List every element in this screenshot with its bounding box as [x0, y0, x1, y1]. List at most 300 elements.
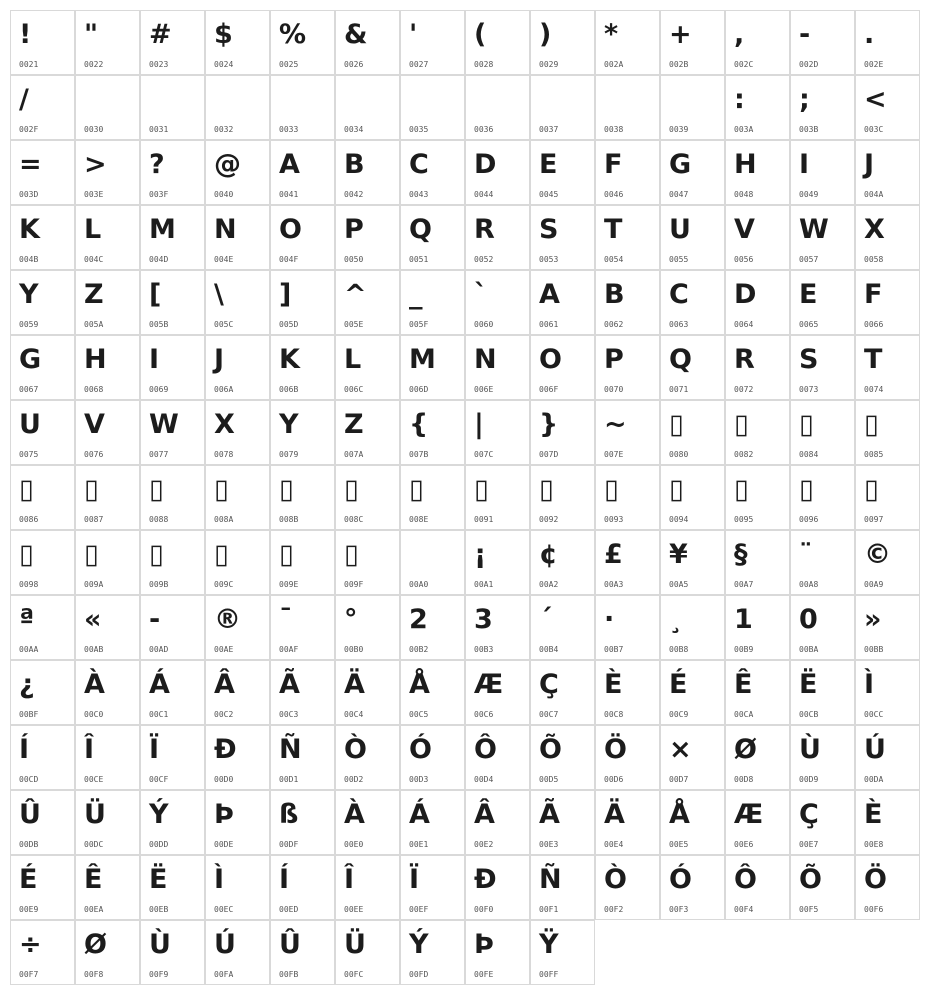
glyph-char: ▯ — [279, 474, 294, 505]
glyph-codepoint: 00E9 — [19, 905, 39, 914]
glyph-char: Ù — [149, 929, 171, 960]
glyph-codepoint: 0023 — [149, 60, 169, 69]
glyph-codepoint: 0071 — [669, 385, 689, 394]
glyph-codepoint: 00DC — [84, 840, 104, 849]
glyph-char: U — [19, 409, 41, 440]
glyph-codepoint: 0047 — [669, 190, 689, 199]
glyph-cell — [10, 75, 75, 140]
glyph-char: Q — [409, 214, 432, 245]
glyph-codepoint: 00AE — [214, 645, 234, 654]
glyph-cell — [140, 595, 205, 660]
glyph-codepoint: 00A7 — [734, 580, 754, 589]
glyph-codepoint: 0069 — [149, 385, 169, 394]
glyph-char: - — [799, 19, 811, 50]
glyph-char: Þ — [474, 929, 494, 960]
glyph-char: F — [604, 149, 623, 180]
glyph-char: A — [279, 149, 300, 180]
glyph-codepoint: 00D1 — [279, 775, 299, 784]
glyph-codepoint: 0074 — [864, 385, 884, 394]
glyph-cell — [855, 10, 920, 75]
glyph-char: { — [409, 409, 429, 440]
glyph-char: È — [864, 799, 883, 830]
glyph-codepoint: 00B9 — [734, 645, 754, 654]
glyph-char: Å — [669, 799, 690, 830]
glyph-codepoint: 00DF — [279, 840, 299, 849]
glyph-char: Ó — [669, 864, 692, 895]
glyph-cell — [790, 530, 855, 595]
glyph-codepoint: 00C0 — [84, 710, 104, 719]
glyph-cell — [530, 75, 595, 140]
glyph-cell — [10, 270, 75, 335]
glyph-char: Ô — [734, 864, 757, 895]
glyph-codepoint: 0093 — [604, 515, 624, 524]
glyph-char: F — [864, 279, 883, 310]
glyph-cell — [400, 530, 465, 595]
glyph-cell — [725, 205, 790, 270]
glyph-cell — [270, 270, 335, 335]
glyph-char: V — [734, 214, 755, 245]
glyph-char: : — [734, 84, 745, 115]
glyph-cell — [400, 855, 465, 920]
glyph-codepoint: 003D — [19, 190, 39, 199]
glyph-char: Ä — [604, 799, 625, 830]
glyph-cell — [595, 855, 660, 920]
glyph-char: · — [604, 604, 615, 635]
glyph-char: ª — [19, 604, 35, 635]
glyph-codepoint: 00CE — [84, 775, 104, 784]
glyph-char: ¯ — [279, 604, 293, 635]
glyph-cell — [140, 205, 205, 270]
glyph-codepoint: 0067 — [19, 385, 39, 394]
glyph-codepoint: 00F7 — [19, 970, 39, 979]
glyph-char: . — [864, 19, 875, 50]
glyph-cell — [660, 660, 725, 725]
glyph-codepoint: 007E — [604, 450, 624, 459]
glyph-cell — [205, 855, 270, 920]
glyph-char: ▯ — [84, 474, 99, 505]
glyph-char: ( — [474, 19, 487, 50]
glyph-codepoint: 00BA — [799, 645, 819, 654]
glyph-cell — [465, 855, 530, 920]
glyph-codepoint: 0028 — [474, 60, 494, 69]
glyph-cell — [140, 855, 205, 920]
glyph-char: Z — [84, 279, 104, 310]
glyph-cell — [400, 660, 465, 725]
glyph-codepoint: 0045 — [539, 190, 559, 199]
glyph-char: N — [474, 344, 497, 375]
glyph-char: @ — [214, 149, 241, 180]
glyph-char: » — [864, 604, 882, 635]
glyph-char: [ — [149, 279, 162, 310]
glyph-cell — [140, 920, 205, 985]
glyph-codepoint: 00C3 — [279, 710, 299, 719]
glyph-codepoint: 00A3 — [604, 580, 624, 589]
glyph-cell — [855, 660, 920, 725]
glyph-char: Y — [19, 279, 39, 310]
glyph-codepoint: 0031 — [149, 125, 169, 134]
glyph-codepoint: 0078 — [214, 450, 234, 459]
glyph-char: 1 — [734, 604, 753, 635]
glyph-cell — [855, 270, 920, 335]
glyph-codepoint: 00DD — [149, 840, 169, 849]
glyph-cell — [10, 790, 75, 855]
glyph-cell — [270, 400, 335, 465]
glyph-codepoint: 0066 — [864, 320, 884, 329]
glyph-codepoint: 0024 — [214, 60, 234, 69]
glyph-codepoint: 00A8 — [799, 580, 819, 589]
glyph-cell — [205, 75, 270, 140]
glyph-codepoint: 00AB — [84, 645, 104, 654]
glyph-char: À — [344, 799, 365, 830]
glyph-char: Õ — [539, 734, 562, 765]
glyph-char: * — [604, 19, 619, 50]
glyph-cell — [75, 400, 140, 465]
glyph-codepoint: 0046 — [604, 190, 624, 199]
glyph-char: ® — [214, 604, 241, 635]
glyph-cell — [595, 140, 660, 205]
glyph-codepoint: 00E7 — [799, 840, 819, 849]
glyph-codepoint: 00E8 — [864, 840, 884, 849]
glyph-codepoint: 0064 — [734, 320, 754, 329]
glyph-char: Y — [279, 409, 299, 440]
glyph-codepoint: 0097 — [864, 515, 884, 524]
glyph-cell — [465, 920, 530, 985]
glyph-codepoint: 00CA — [734, 710, 754, 719]
glyph-codepoint: 005C — [214, 320, 234, 329]
glyph-codepoint: 00CB — [799, 710, 819, 719]
glyph-cell — [595, 660, 660, 725]
glyph-cell — [10, 855, 75, 920]
glyph-codepoint: 004B — [19, 255, 39, 264]
glyph-char: ▯ — [214, 474, 229, 505]
glyph-char: © — [864, 539, 891, 570]
glyph-cell — [660, 205, 725, 270]
glyph-codepoint: 00E0 — [344, 840, 364, 849]
glyph-cell — [75, 855, 140, 920]
glyph-codepoint: 00B7 — [604, 645, 624, 654]
glyph-char: _ — [409, 279, 423, 310]
glyph-codepoint: 0042 — [344, 190, 364, 199]
glyph-codepoint: 009F — [344, 580, 364, 589]
glyph-char: Ð — [474, 864, 497, 895]
glyph-cell — [335, 400, 400, 465]
glyph-cell — [270, 205, 335, 270]
glyph-cell — [335, 920, 400, 985]
glyph-char: Í — [19, 734, 30, 765]
glyph-codepoint: 006A — [214, 385, 234, 394]
glyph-cell — [725, 335, 790, 400]
glyph-codepoint: 007D — [539, 450, 559, 459]
glyph-cell — [140, 10, 205, 75]
glyph-char: T — [864, 344, 883, 375]
glyph-codepoint: 00E5 — [669, 840, 689, 849]
glyph-char: Ë — [149, 864, 168, 895]
glyph-cell — [660, 530, 725, 595]
glyph-char: G — [19, 344, 42, 375]
glyph-cell — [725, 465, 790, 530]
glyph-codepoint: 0054 — [604, 255, 624, 264]
glyph-codepoint: 002F — [19, 125, 39, 134]
glyph-cell — [855, 855, 920, 920]
glyph-cell — [530, 855, 595, 920]
glyph-codepoint: 0021 — [19, 60, 39, 69]
glyph-codepoint: 0048 — [734, 190, 754, 199]
glyph-codepoint: 0088 — [149, 515, 169, 524]
glyph-cell — [660, 465, 725, 530]
glyph-char: ▯ — [279, 539, 294, 570]
glyph-char: Á — [409, 799, 430, 830]
glyph-char: ▯ — [734, 409, 749, 440]
glyph-codepoint: 00F0 — [474, 905, 494, 914]
glyph-codepoint: 00D5 — [539, 775, 559, 784]
glyph-cell — [530, 595, 595, 660]
glyph-char: O — [279, 214, 302, 245]
glyph-char: | — [474, 409, 484, 440]
glyph-codepoint: 009A — [84, 580, 104, 589]
glyph-cell — [10, 400, 75, 465]
glyph-cell — [465, 660, 530, 725]
glyph-codepoint: 0070 — [604, 385, 624, 394]
glyph-char: À — [84, 669, 105, 700]
glyph-cell — [660, 10, 725, 75]
glyph-codepoint: 00C5 — [409, 710, 429, 719]
glyph-cell — [725, 400, 790, 465]
glyph-codepoint: 007A — [344, 450, 364, 459]
glyph-cell — [400, 920, 465, 985]
glyph-char: Ë — [799, 669, 818, 700]
glyph-codepoint: 005F — [409, 320, 429, 329]
glyph-char: Ì — [864, 669, 875, 700]
glyph-char: ¥ — [669, 539, 688, 570]
glyph-codepoint: 006B — [279, 385, 299, 394]
glyph-char: Q — [669, 344, 692, 375]
glyph-cell — [205, 660, 270, 725]
glyph-cell — [465, 595, 530, 660]
glyph-char: ▯ — [539, 474, 554, 505]
glyph-char: V — [84, 409, 105, 440]
glyph-codepoint: 00D8 — [734, 775, 754, 784]
glyph-codepoint: 0052 — [474, 255, 494, 264]
glyph-cell — [270, 10, 335, 75]
glyph-cell — [725, 530, 790, 595]
glyph-codepoint: 0026 — [344, 60, 364, 69]
glyph-cell — [855, 205, 920, 270]
glyph-cell — [855, 75, 920, 140]
glyph-cell — [725, 660, 790, 725]
glyph-char: Ä — [344, 669, 365, 700]
glyph-char: 3 — [474, 604, 493, 635]
glyph-codepoint: 0072 — [734, 385, 754, 394]
glyph-codepoint: 003C — [864, 125, 884, 134]
glyph-codepoint: 00CC — [864, 710, 884, 719]
glyph-cell — [660, 75, 725, 140]
glyph-codepoint: 0050 — [344, 255, 364, 264]
glyph-cell — [140, 335, 205, 400]
glyph-char: $ — [214, 19, 233, 50]
glyph-codepoint: 0055 — [669, 255, 689, 264]
glyph-char: Ý — [149, 799, 169, 830]
glyph-codepoint: 0086 — [19, 515, 39, 524]
glyph-char: ▯ — [149, 539, 164, 570]
glyph-char: ▯ — [19, 539, 34, 570]
glyph-codepoint: 0060 — [474, 320, 494, 329]
glyph-codepoint: 00FD — [409, 970, 429, 979]
glyph-char: W — [799, 214, 829, 245]
glyph-cell — [270, 790, 335, 855]
glyph-char: } — [539, 409, 559, 440]
glyph-codepoint: 00EE — [344, 905, 364, 914]
glyph-codepoint: 00A2 — [539, 580, 559, 589]
glyph-cell — [205, 530, 270, 595]
glyph-codepoint: 004F — [279, 255, 299, 264]
glyph-cell — [335, 790, 400, 855]
glyph-char: Ý — [409, 929, 429, 960]
glyph-codepoint: 002B — [669, 60, 689, 69]
glyph-cell — [270, 140, 335, 205]
glyph-char: S — [539, 214, 559, 245]
glyph-codepoint: 007C — [474, 450, 494, 459]
glyph-codepoint: 00E1 — [409, 840, 429, 849]
glyph-codepoint: 00F6 — [864, 905, 884, 914]
glyph-cell — [335, 595, 400, 660]
glyph-cell — [75, 595, 140, 660]
glyph-codepoint: 003E — [84, 190, 104, 199]
glyph-char: ] — [279, 279, 292, 310]
glyph-char: 2 — [409, 604, 428, 635]
glyph-char: Î — [344, 864, 355, 895]
glyph-cell — [530, 140, 595, 205]
glyph-cell — [75, 465, 140, 530]
glyph-cell — [75, 790, 140, 855]
glyph-cell — [400, 335, 465, 400]
glyph-codepoint: 008A — [214, 515, 234, 524]
glyph-char: ' — [409, 19, 418, 50]
glyph-codepoint: 00F4 — [734, 905, 754, 914]
glyph-cell — [725, 855, 790, 920]
glyph-cell — [725, 10, 790, 75]
glyph-cell — [660, 725, 725, 790]
glyph-char: ° — [344, 604, 358, 635]
glyph-codepoint: 0085 — [864, 450, 884, 459]
glyph-codepoint: 002D — [799, 60, 819, 69]
glyph-char: C — [669, 279, 689, 310]
glyph-char: < — [864, 84, 887, 115]
glyph-cell — [140, 725, 205, 790]
glyph-char: # — [149, 19, 172, 50]
glyph-codepoint: 00B4 — [539, 645, 559, 654]
glyph-char: Ø — [84, 929, 107, 960]
glyph-char: ▯ — [669, 409, 684, 440]
glyph-cell — [75, 335, 140, 400]
glyph-cell — [465, 335, 530, 400]
glyph-char: \ — [214, 279, 224, 310]
glyph-codepoint: 009B — [149, 580, 169, 589]
glyph-codepoint: 002E — [864, 60, 884, 69]
glyph-codepoint: 0076 — [84, 450, 104, 459]
glyph-char: + — [669, 19, 692, 50]
glyph-codepoint: 00FC — [344, 970, 364, 979]
glyph-char: Ú — [864, 734, 886, 765]
glyph-cell — [855, 465, 920, 530]
glyph-char: É — [19, 864, 38, 895]
glyph-char: Â — [474, 799, 495, 830]
glyph-cell — [660, 270, 725, 335]
glyph-cell — [465, 790, 530, 855]
glyph-cell — [530, 270, 595, 335]
glyph-char: Ö — [604, 734, 627, 765]
glyph-codepoint: 00EA — [84, 905, 104, 914]
glyph-char: Ê — [734, 669, 753, 700]
glyph-codepoint: 004C — [84, 255, 104, 264]
glyph-cell — [855, 400, 920, 465]
glyph-char: ▯ — [799, 474, 814, 505]
glyph-codepoint: 00EB — [149, 905, 169, 914]
glyph-cell — [660, 140, 725, 205]
glyph-char: Ø — [734, 734, 757, 765]
glyph-cell — [270, 595, 335, 660]
glyph-codepoint: 008C — [344, 515, 364, 524]
glyph-codepoint: 00E3 — [539, 840, 559, 849]
glyph-cell — [530, 10, 595, 75]
glyph-cell — [595, 270, 660, 335]
glyph-cell — [465, 530, 530, 595]
glyph-char: Ñ — [279, 734, 302, 765]
glyph-codepoint: 00F9 — [149, 970, 169, 979]
glyph-codepoint: 0032 — [214, 125, 234, 134]
glyph-codepoint: 0075 — [19, 450, 39, 459]
glyph-grid — [10, 10, 920, 985]
glyph-char: ▯ — [214, 539, 229, 570]
glyph-char: Ú — [214, 929, 236, 960]
glyph-char: Ó — [409, 734, 432, 765]
glyph-codepoint: 004A — [864, 190, 884, 199]
glyph-cell — [595, 790, 660, 855]
glyph-cell — [595, 75, 660, 140]
glyph-cell — [140, 75, 205, 140]
glyph-codepoint: 0096 — [799, 515, 819, 524]
glyph-cell — [205, 270, 270, 335]
glyph-codepoint: 0057 — [799, 255, 819, 264]
glyph-cell — [855, 595, 920, 660]
glyph-cell — [660, 790, 725, 855]
glyph-codepoint: 003F — [149, 190, 169, 199]
glyph-codepoint: 0065 — [799, 320, 819, 329]
glyph-codepoint: 00C7 — [539, 710, 559, 719]
glyph-codepoint: 0030 — [84, 125, 104, 134]
glyph-codepoint: 00F8 — [84, 970, 104, 979]
glyph-cell — [75, 660, 140, 725]
glyph-cell — [335, 855, 400, 920]
glyph-codepoint: 005E — [344, 320, 364, 329]
glyph-cell — [335, 660, 400, 725]
glyph-cell — [400, 140, 465, 205]
glyph-char: È — [604, 669, 623, 700]
glyph-char: ¸ — [669, 604, 683, 635]
glyph-cell — [530, 465, 595, 530]
glyph-char: ÷ — [19, 929, 42, 960]
glyph-codepoint: 0095 — [734, 515, 754, 524]
glyph-cell — [725, 725, 790, 790]
glyph-codepoint: 00AD — [149, 645, 169, 654]
glyph-char: Ÿ — [539, 929, 559, 960]
glyph-cell — [465, 465, 530, 530]
glyph-char: J — [864, 149, 875, 180]
glyph-cell — [205, 205, 270, 270]
glyph-cell — [790, 140, 855, 205]
glyph-char: A — [539, 279, 560, 310]
glyph-cell — [855, 725, 920, 790]
glyph-char: Z — [344, 409, 364, 440]
